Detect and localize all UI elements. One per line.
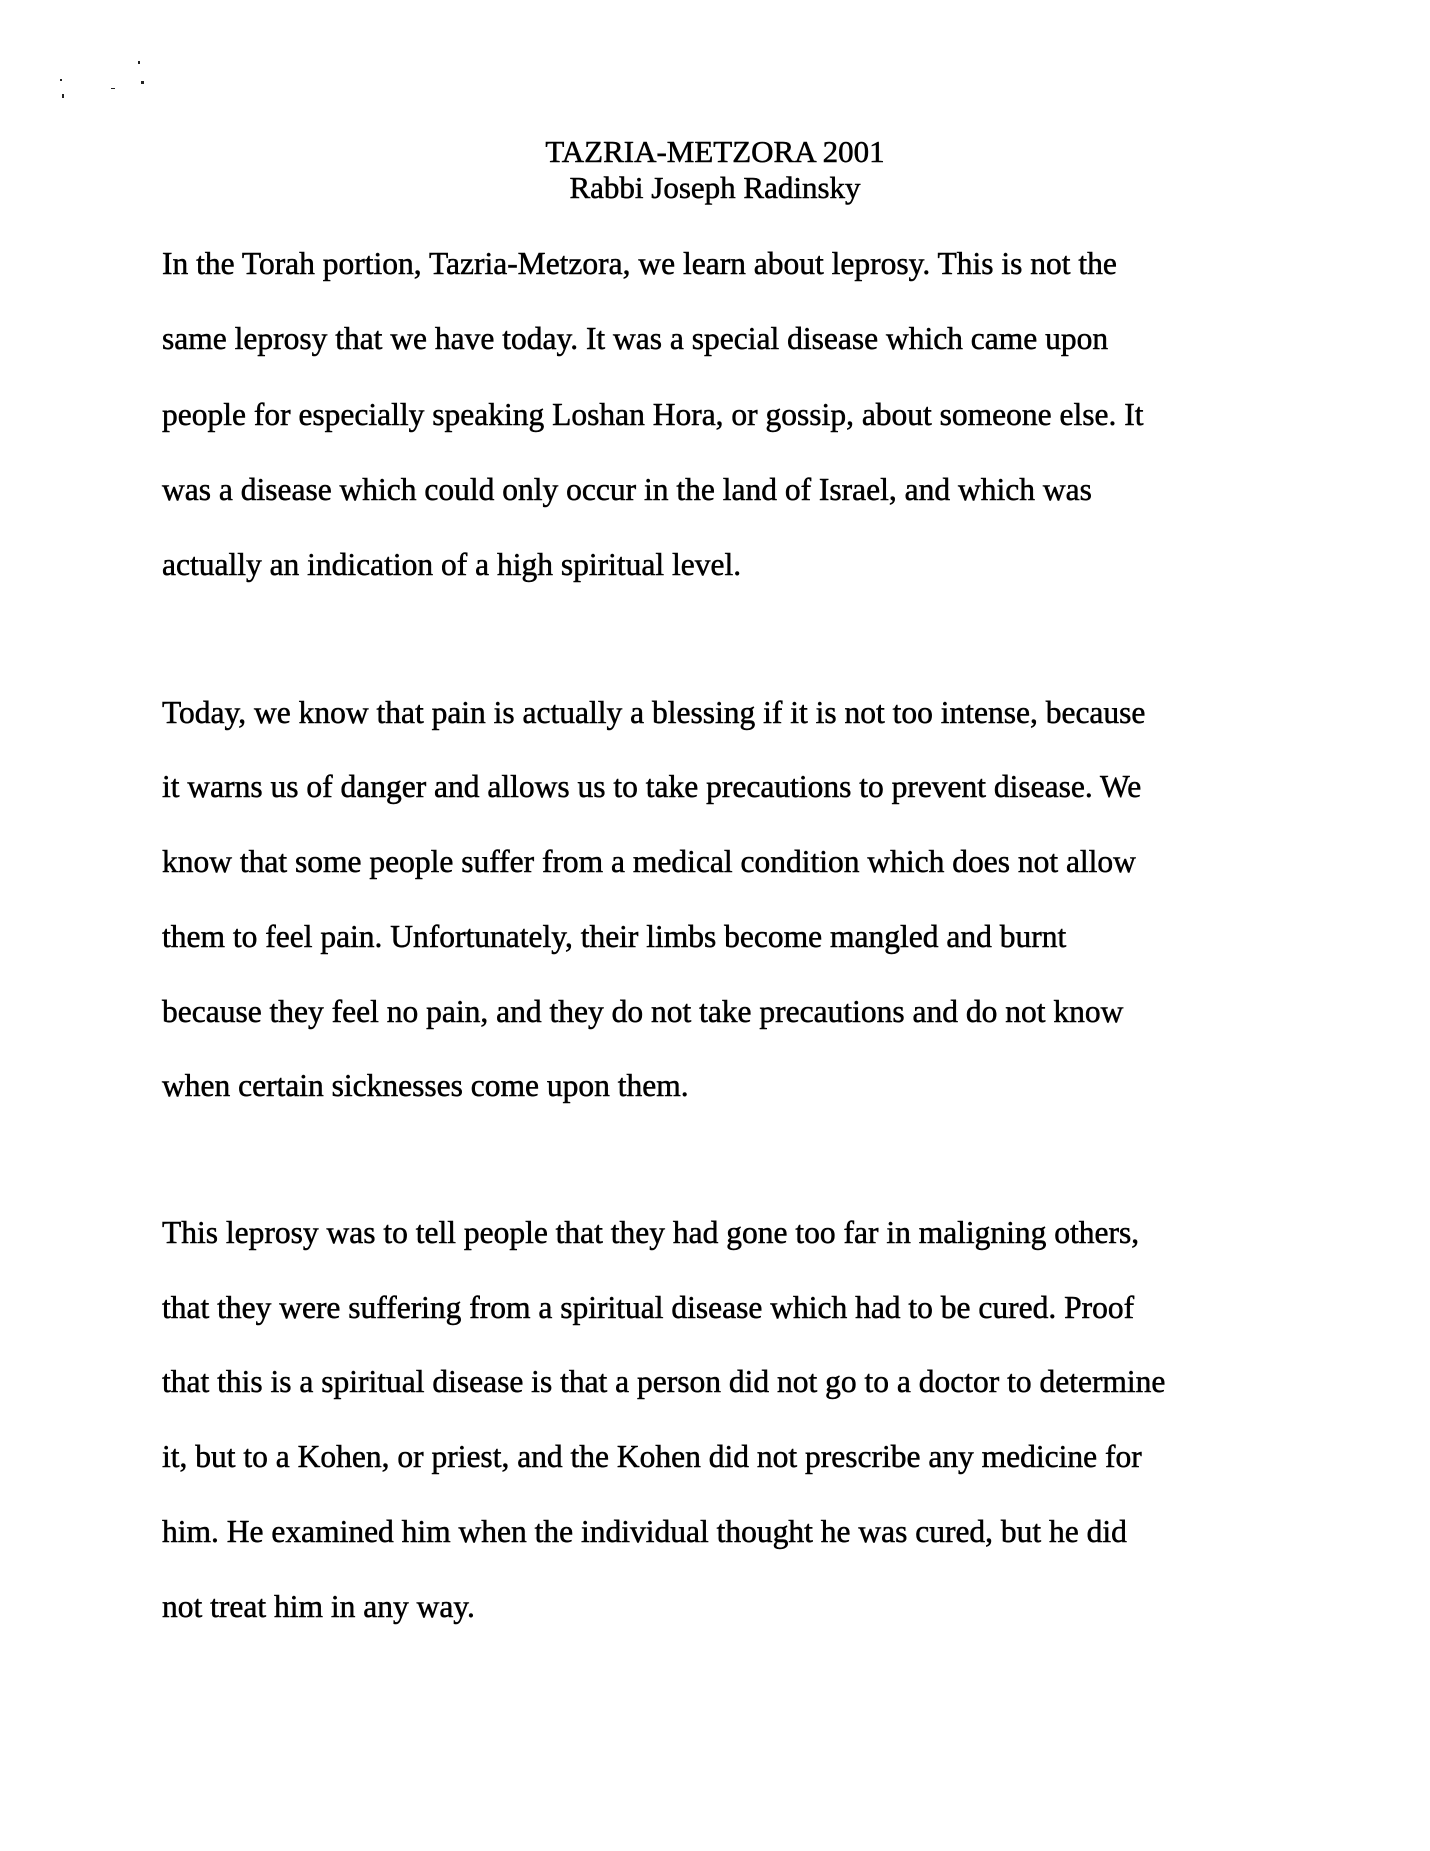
text-line: In the Torah portion, Tazria-Metzora, we learn about leprosy. This is not the bbox=[162, 246, 1117, 281]
text-line: not treat him in any way. bbox=[162, 1589, 475, 1624]
scan-artifact bbox=[138, 61, 140, 64]
text-line: that they were suffering from a spiritual disease which had to be cured. Proof bbox=[162, 1290, 1135, 1325]
text-line: same leprosy that we have today. It was a special disease which came upon bbox=[162, 321, 1109, 356]
text-line: because they feel no pain, and they do not take precautions and do not know bbox=[162, 994, 1124, 1029]
text-line: was a disease which could only occur in the land of Israel, and which was bbox=[162, 472, 1092, 507]
text-line: Today, we know that pain is actually a blessing if it is not too intense, because bbox=[162, 695, 1146, 730]
text-line: it warns us of danger and allows us to take precautions to prevent disease. We bbox=[162, 769, 1142, 804]
scan-artifact bbox=[141, 81, 144, 84]
text-line: know that some people suffer from a medical condition which does not allow bbox=[162, 844, 1136, 879]
text-line: it, but to a Kohen, or priest, and the Kohen did not prescribe any medicine for bbox=[162, 1439, 1142, 1474]
scan-artifact bbox=[111, 88, 115, 89]
text-line: that this is a spiritual disease is that a person did not go to a doctor to determine bbox=[162, 1364, 1166, 1399]
text-line: him. He examined him when the individual thought he was cured, but he did bbox=[162, 1514, 1127, 1549]
scan-artifact bbox=[60, 79, 62, 81]
text-line: people for especially speaking Loshan Hora, or gossip, about someone else. It bbox=[162, 397, 1144, 432]
text-line: This leprosy was to tell people that they had gone too far in maligning others, bbox=[162, 1215, 1140, 1250]
document-author: Rabbi Joseph Radinsky bbox=[569, 170, 861, 205]
text-line: when certain sicknesses come upon them. bbox=[162, 1068, 689, 1103]
text-line: them to feel pain. Unfortunately, their limbs become mangled and burnt bbox=[162, 919, 1067, 954]
scan-artifact bbox=[62, 94, 64, 98]
text-line: actually an indication of a high spiritual level. bbox=[162, 547, 742, 582]
document-title: TAZRIA-METZORA 2001 bbox=[545, 134, 885, 169]
